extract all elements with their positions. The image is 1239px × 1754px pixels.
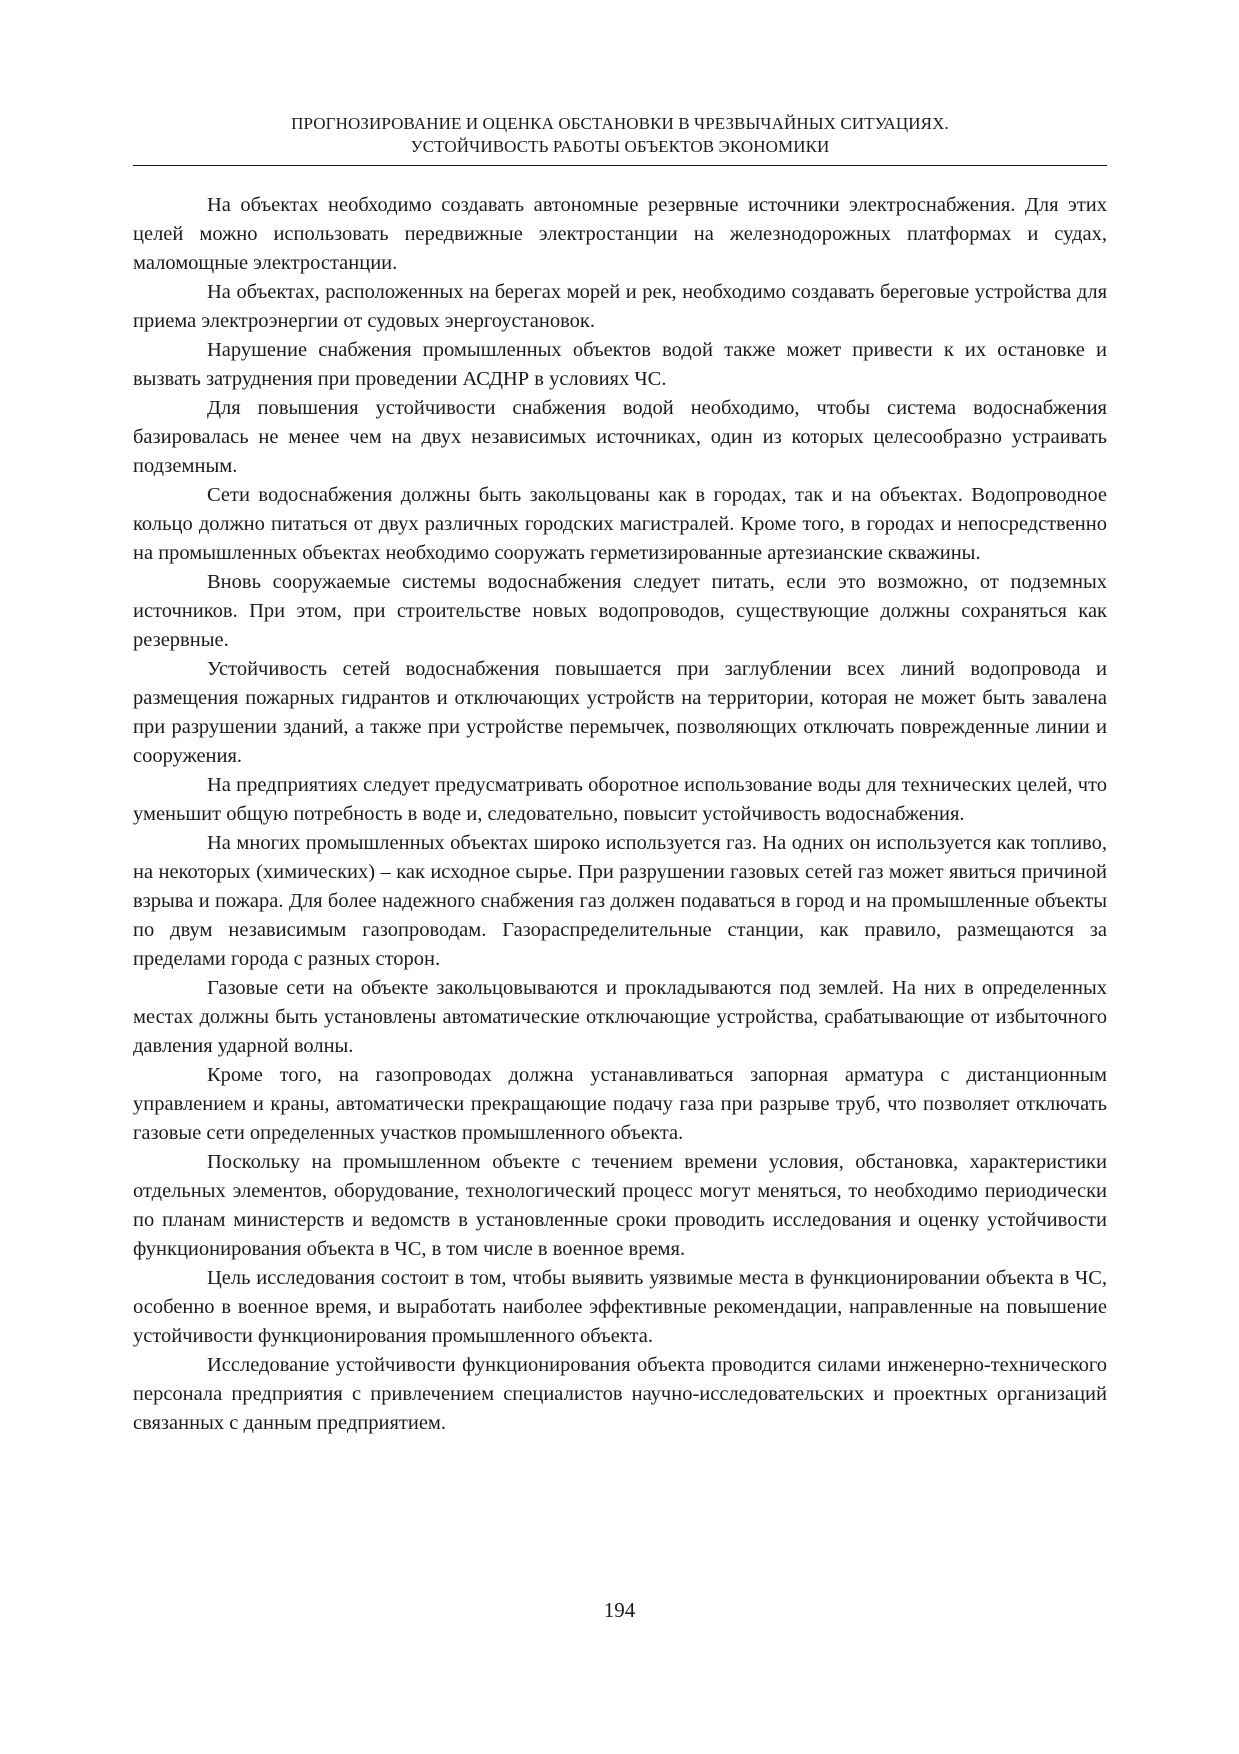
paragraph: На предприятиях следует предусматривать оборотное использование воды для технических целей, что уменьшит общую потребность в воде и, следовательно, повысит устойчивость водоснабжения. — [133, 774, 1107, 825]
paragraph: Исследование устойчивости функционирования объекта проводится силами инженерно-технического персонала предприятия с привлечением специалистов научно-исследовательских и проектных организаций связанных с данным предприятием. — [133, 1354, 1107, 1434]
page-number: 194 — [603, 1598, 636, 1622]
paragraph: Нарушение снабжения промышленных объектов водой также может привести к их остановке и вызвать затруднения при проведении АСДНР в условиях ЧС. — [133, 339, 1107, 390]
header-divider — [133, 165, 1107, 166]
paragraph: Вновь сооружаемые системы водоснабжения следует питать, если это возможно, от подземных источников. При этом, при строительстве новых водопроводов, существующие должны сохраняться как резервные. — [133, 571, 1107, 651]
paragraph: Цель исследования состоит в том, чтобы выявить уязвимые места в функционировании объекта в ЧС, особенно в военное время, и выработать наиболее эффективные рекомендации, направленные на повышение устойчивости функционирования промышленного объекта. — [133, 1267, 1107, 1347]
paragraph: Кроме того, на газопроводах должна устанавливаться запорная арматура с дистанционным управлением и краны, автоматически прекращающие подачу газа при разрыве труб, что позволяет отключать газовые сети определенных участков промышленного объекта. — [133, 1064, 1107, 1144]
paragraph: Для повышения устойчивости снабжения водой необходимо, чтобы система водоснабжения базировалась не менее чем на двух независимых источниках, один из которых целесообразно устраивать подземным. — [133, 397, 1107, 477]
body-text — [133, 191, 1107, 1438]
running-header — [133, 112, 1107, 158]
paragraph: На объектах, расположенных на берегах морей и рек, необходимо создавать береговые устройства для приема электроэнергии от судовых энергоустановок. — [133, 281, 1107, 332]
paragraph: Сети водоснабжения должны быть закольцованы как в городах, так и на объектах. Водопроводное кольцо должно питаться от двух различных городских магистралей. Кроме того, в городах и непосредственно на промышленных объектах необходимо сооружать герметизированные артезианские скважины. — [133, 484, 1107, 564]
paragraph: Поскольку на промышленном объекте с течением времени условия, обстановка, характеристики отдельных элементов, оборудование, технологический процесс могут меняться, то необходимо периодически по планам министерств и ведомств в установленные сроки проводить исследования и оценку устойчивости функционирования объекта в ЧС, в том числе в военное время. — [133, 1151, 1107, 1260]
paragraph: Устойчивость сетей водоснабжения повышается при заглублении всех линий водопровода и размещения пожарных гидрантов и отключающих устройств на территории, которая не может быть завалена при разрушении зданий, а также при устройстве перемычек, позволяющих отключать поврежденные линии и сооружения. — [133, 658, 1107, 767]
running-header-line-2: УСТОЙЧИВОСТЬ РАБОТЫ ОБЪЕКТОВ ЭКОНОМИКИ — [410, 137, 830, 156]
paragraph: Газовые сети на объекте закольцовываются и прокладываются под землей. На них в определенных местах должны быть установлены автоматические отключающие устройства, срабатывающие от избыточного давления ударной волны. — [133, 977, 1107, 1057]
running-header-line-1: ПРОГНОЗИРОВАНИЕ И ОЦЕНКА ОБСТАНОВКИ В ЧРЕЗВЫЧАЙНЫХ СИТУАЦИЯХ. — [291, 114, 949, 133]
paragraph: На многих промышленных объектах широко используется газ. На одних он используется как топливо, на некоторых (химических) – как исходное сырье. При разрушении газовых сетей газ может явиться причиной взрыва и пожара. Для более надежного снабжения газ должен подаваться в город и на промышленные объекты по двум независимым газопроводам. Газораспределительные станции, как правило, размещаются за пределами города с разных сторон. — [133, 832, 1107, 970]
paragraph: На объектах необходимо создавать автономные резервные источники электроснабжения. Для этих целей можно использовать передвижные электростанции на железнодорожных платформах и судах, маломощные электростанции. — [133, 194, 1107, 274]
